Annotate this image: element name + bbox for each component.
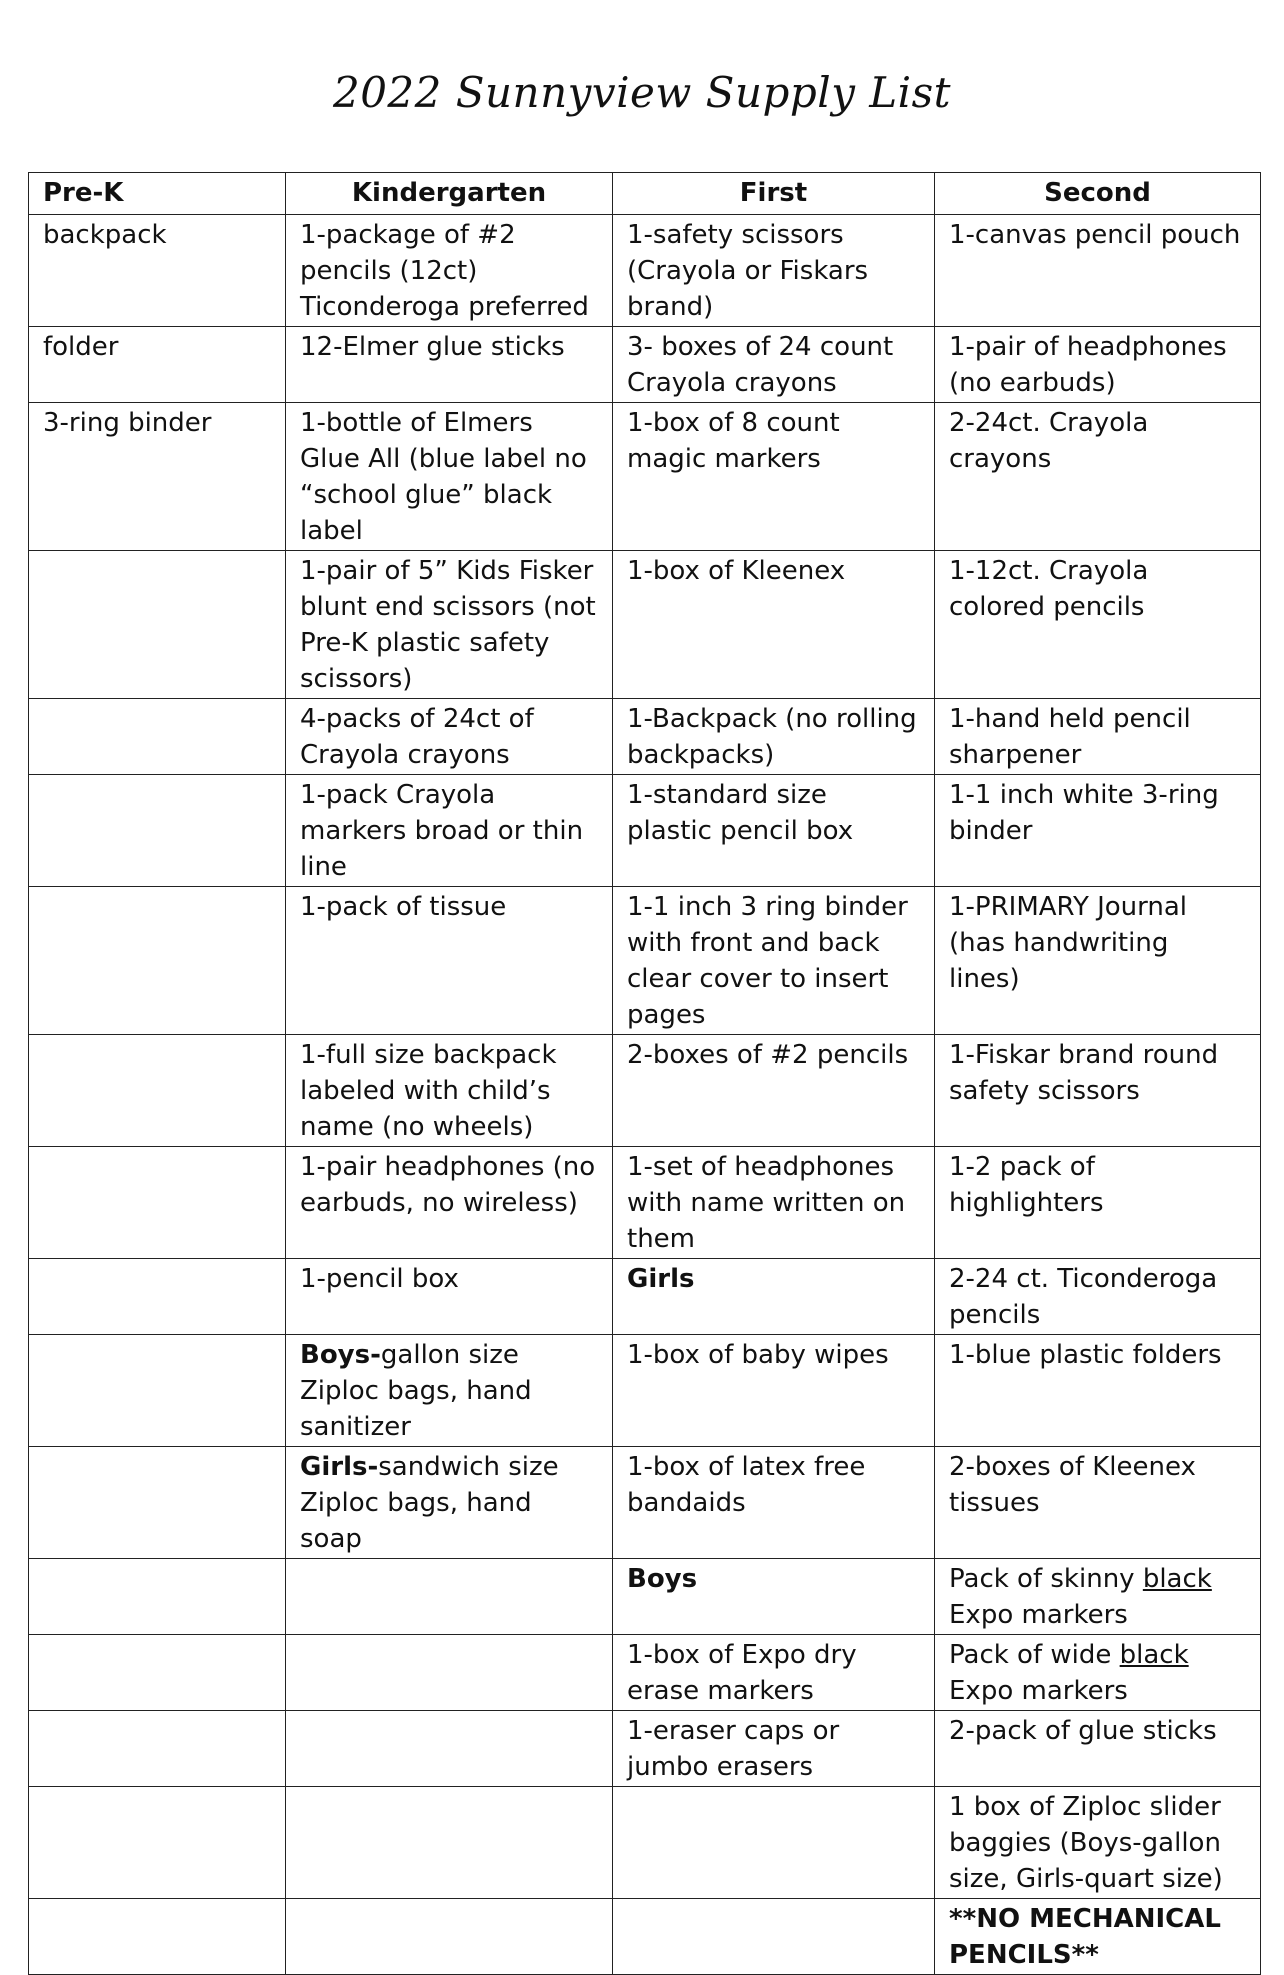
kindergarten-cell: 1-pair headphones (no earbuds, no wireless) [286, 1147, 613, 1259]
kindergarten-cell [286, 1787, 613, 1899]
first-cell: 1-box of Expo dry erase markers [613, 1635, 935, 1711]
supply-table [28, 172, 1261, 1975]
girls-items: sandwich size Ziploc bags, hand soap [300, 1452, 559, 1554]
table-row [29, 1035, 1261, 1147]
header-row [29, 173, 1261, 215]
girls-label: Girls- [300, 1452, 379, 1482]
kindergarten-cell [286, 1711, 613, 1787]
second-cell [935, 1635, 1261, 1711]
table-row [29, 1147, 1261, 1259]
page-title: 2022 Sunnyview Supply List [332, 68, 952, 117]
first-cell: 1-box of 8 count magic markers [613, 403, 935, 551]
prek-cell [29, 699, 286, 775]
prek-cell: folder [29, 327, 286, 403]
second-cell [935, 1559, 1261, 1635]
second-cell: 1-hand held pencil sharpener [935, 699, 1261, 775]
kindergarten-cell: 1-pair of 5” Kids Fisker blunt end scissors (not Pre-K plastic safety scissors) [286, 551, 613, 699]
prek-cell [29, 1259, 286, 1335]
second-cell: 2-24 ct. Ticonderoga pencils [935, 1259, 1261, 1335]
table-row [29, 1335, 1261, 1447]
kindergarten-cell: 1-package of #2 pencils (12ct) Ticonderoga preferred [286, 215, 613, 327]
table-row [29, 327, 1261, 403]
first-cell: 3- boxes of 24 count Crayola crayons [613, 327, 935, 403]
prek-cell [29, 1899, 286, 1975]
second-cell: 1-1 inch white 3-ring binder [935, 775, 1261, 887]
kindergarten-cell [286, 1559, 613, 1635]
kindergarten-cell: 1-bottle of Elmers Glue All (blue label no “school glue” black label [286, 403, 613, 551]
second-cell: 1-pair of headphones (no earbuds) [935, 327, 1261, 403]
kindergarten-cell [286, 1635, 613, 1711]
first-cell: 1-box of latex free bandaids [613, 1447, 935, 1559]
prek-cell [29, 1787, 286, 1899]
second-cell: 1-12ct. Crayola colored pencils [935, 551, 1261, 699]
second-cell: 2-boxes of Kleenex tissues [935, 1447, 1261, 1559]
second-cell: 2-24ct. Crayola crayons [935, 403, 1261, 551]
second-cell: 1-blue plastic folders [935, 1335, 1261, 1447]
prek-cell [29, 1035, 286, 1147]
first-cell: 1-box of Kleenex [613, 551, 935, 699]
table-row [29, 1787, 1261, 1899]
prek-cell [29, 887, 286, 1035]
prek-cell [29, 1335, 286, 1447]
first-cell: 1-Backpack (no rolling backpacks) [613, 699, 935, 775]
text-part: Expo markers [949, 1676, 1128, 1706]
table-row [29, 1447, 1261, 1559]
underlined-word: black [1119, 1640, 1189, 1670]
kindergarten-cell: 1-pencil box [286, 1259, 613, 1335]
header-kindergarten: Kindergarten [286, 173, 613, 215]
first-cell: 1-1 inch 3 ring binder with front and back clear cover to insert pages [613, 887, 935, 1035]
kindergarten-cell [286, 1899, 613, 1975]
first-cell [613, 1899, 935, 1975]
kindergarten-cell: 4-packs of 24ct of Crayola crayons [286, 699, 613, 775]
table-row [29, 1635, 1261, 1711]
prek-cell [29, 1559, 286, 1635]
table-row [29, 551, 1261, 699]
second-cell: 1 box of Ziploc slider baggies (Boys-gallon size, Girls-quart size) [935, 1787, 1261, 1899]
first-cell: 1-set of headphones with name written on them [613, 1147, 935, 1259]
kindergarten-cell: 1-pack Crayola markers broad or thin line [286, 775, 613, 887]
prek-cell: backpack [29, 215, 286, 327]
first-cell: 1-eraser caps or jumbo erasers [613, 1711, 935, 1787]
text-part: Pack of wide [949, 1640, 1120, 1670]
first-girls-heading: Girls [613, 1259, 935, 1335]
first-cell [613, 1787, 935, 1899]
prek-cell [29, 1147, 286, 1259]
boys-items: gallon size Ziploc bags, hand sanitizer [300, 1340, 532, 1442]
second-cell: 1-canvas pencil pouch [935, 215, 1261, 327]
table-row [29, 1899, 1261, 1975]
first-cell: 1-box of baby wipes [613, 1335, 935, 1447]
kindergarten-cell: 1-pack of tissue [286, 887, 613, 1035]
prek-cell [29, 775, 286, 887]
table-row [29, 1259, 1261, 1335]
kindergarten-cell: 12-Elmer glue sticks [286, 327, 613, 403]
no-mechanical-pencils-note: **NO MECHANICAL PENCILS** [935, 1899, 1261, 1975]
kindergarten-cell: 1-full size backpack labeled with child’s name (no wheels) [286, 1035, 613, 1147]
first-cell: 1-safety scissors (Crayola or Fiskars brand) [613, 215, 935, 327]
second-cell: 1-2 pack of highlighters [935, 1147, 1261, 1259]
second-cell: 1-Fiskar brand round safety scissors [935, 1035, 1261, 1147]
table-row [29, 1559, 1261, 1635]
header-first: First [613, 173, 935, 215]
prek-cell [29, 551, 286, 699]
text-part: Pack of skinny [949, 1564, 1143, 1594]
prek-cell [29, 1711, 286, 1787]
prek-cell: 3-ring binder [29, 403, 286, 551]
header-second: Second [935, 173, 1261, 215]
table-row [29, 699, 1261, 775]
prek-cell [29, 1447, 286, 1559]
first-boys-heading: Boys [613, 1559, 935, 1635]
table-row [29, 215, 1261, 327]
second-cell: 2-pack of glue sticks [935, 1711, 1261, 1787]
underlined-word: black [1142, 1564, 1212, 1594]
kindergarten-cell [286, 1447, 613, 1559]
header-prek: Pre-K [29, 173, 286, 215]
boys-label: Boys- [300, 1340, 381, 1370]
table-row [29, 775, 1261, 887]
prek-cell [29, 1635, 286, 1711]
table-row [29, 403, 1261, 551]
table-row [29, 1711, 1261, 1787]
text-part: Expo markers [949, 1600, 1128, 1630]
kindergarten-cell [286, 1335, 613, 1447]
first-cell: 1-standard size plastic pencil box [613, 775, 935, 887]
table-row [29, 887, 1261, 1035]
first-cell: 2-boxes of #2 pencils [613, 1035, 935, 1147]
second-cell: 1-PRIMARY Journal (has handwriting lines) [935, 887, 1261, 1035]
